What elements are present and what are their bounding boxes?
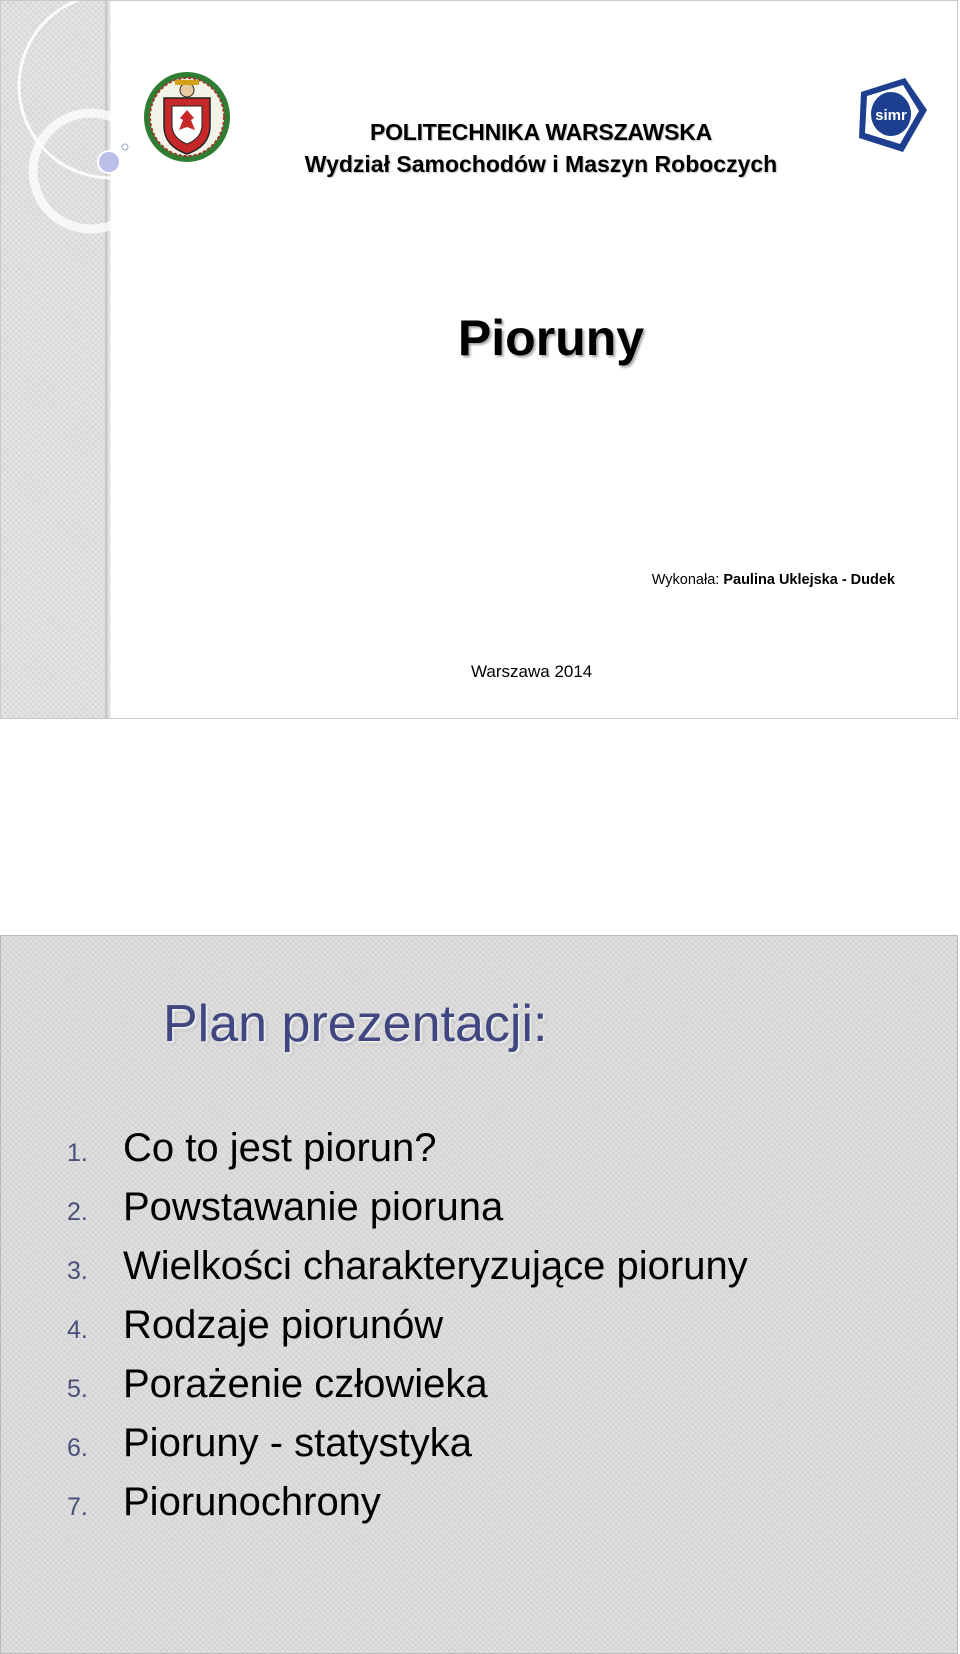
decorative-circles: [1, 1, 141, 261]
list-item-text: Co to jest piorun?: [123, 1126, 437, 1170]
list-item: [67, 1185, 748, 1244]
list-item-number: 1.: [67, 1139, 88, 1167]
list-item: [67, 1480, 748, 1539]
agenda-slide: [0, 935, 958, 1654]
list-item-text: Wielkości charakteryzujące pioruny: [123, 1244, 748, 1288]
list-item: [67, 1421, 748, 1480]
list-item-text: Pioruny - statystyka: [123, 1421, 473, 1465]
agenda-title: Plan prezentacji:: [163, 995, 548, 1053]
university-name: POLITECHNIKA WARSZAWSKA: [369, 119, 713, 145]
faculty-name: Wydział Samochodów i Maszyn Roboczych: [304, 151, 778, 177]
list-item-text: Piorunochrony: [123, 1480, 381, 1524]
list-item-number: 6.: [67, 1434, 88, 1462]
list-item: [67, 1244, 748, 1303]
list-item-text: Rodzaje piorunów: [123, 1303, 444, 1347]
author-name: Paulina Uklejska - Dudek: [723, 572, 895, 588]
list-item-number: 2.: [67, 1198, 88, 1226]
agenda-list: [67, 1126, 748, 1539]
list-item-number: 7.: [67, 1493, 88, 1521]
list-item-number: 5.: [67, 1375, 88, 1403]
author-line: [652, 572, 895, 588]
list-item-text: Porażenie człowieka: [123, 1362, 488, 1406]
place-year: Warszawa 2014: [471, 662, 593, 681]
list-item-number: 3.: [67, 1257, 88, 1285]
list-item: [67, 1126, 748, 1185]
simr-logo: [853, 74, 931, 156]
university-seal: [142, 70, 232, 164]
presentation-title: Pioruny: [457, 310, 645, 366]
svg-text:simr: simr: [875, 107, 907, 124]
author-prefix: Wykonała:: [651, 572, 720, 588]
list-item: [67, 1362, 748, 1421]
list-item-text: Powstawanie pioruna: [123, 1185, 504, 1229]
list-item-number: 4.: [67, 1316, 88, 1344]
list-item: [67, 1303, 748, 1362]
title-slide: [0, 0, 958, 719]
